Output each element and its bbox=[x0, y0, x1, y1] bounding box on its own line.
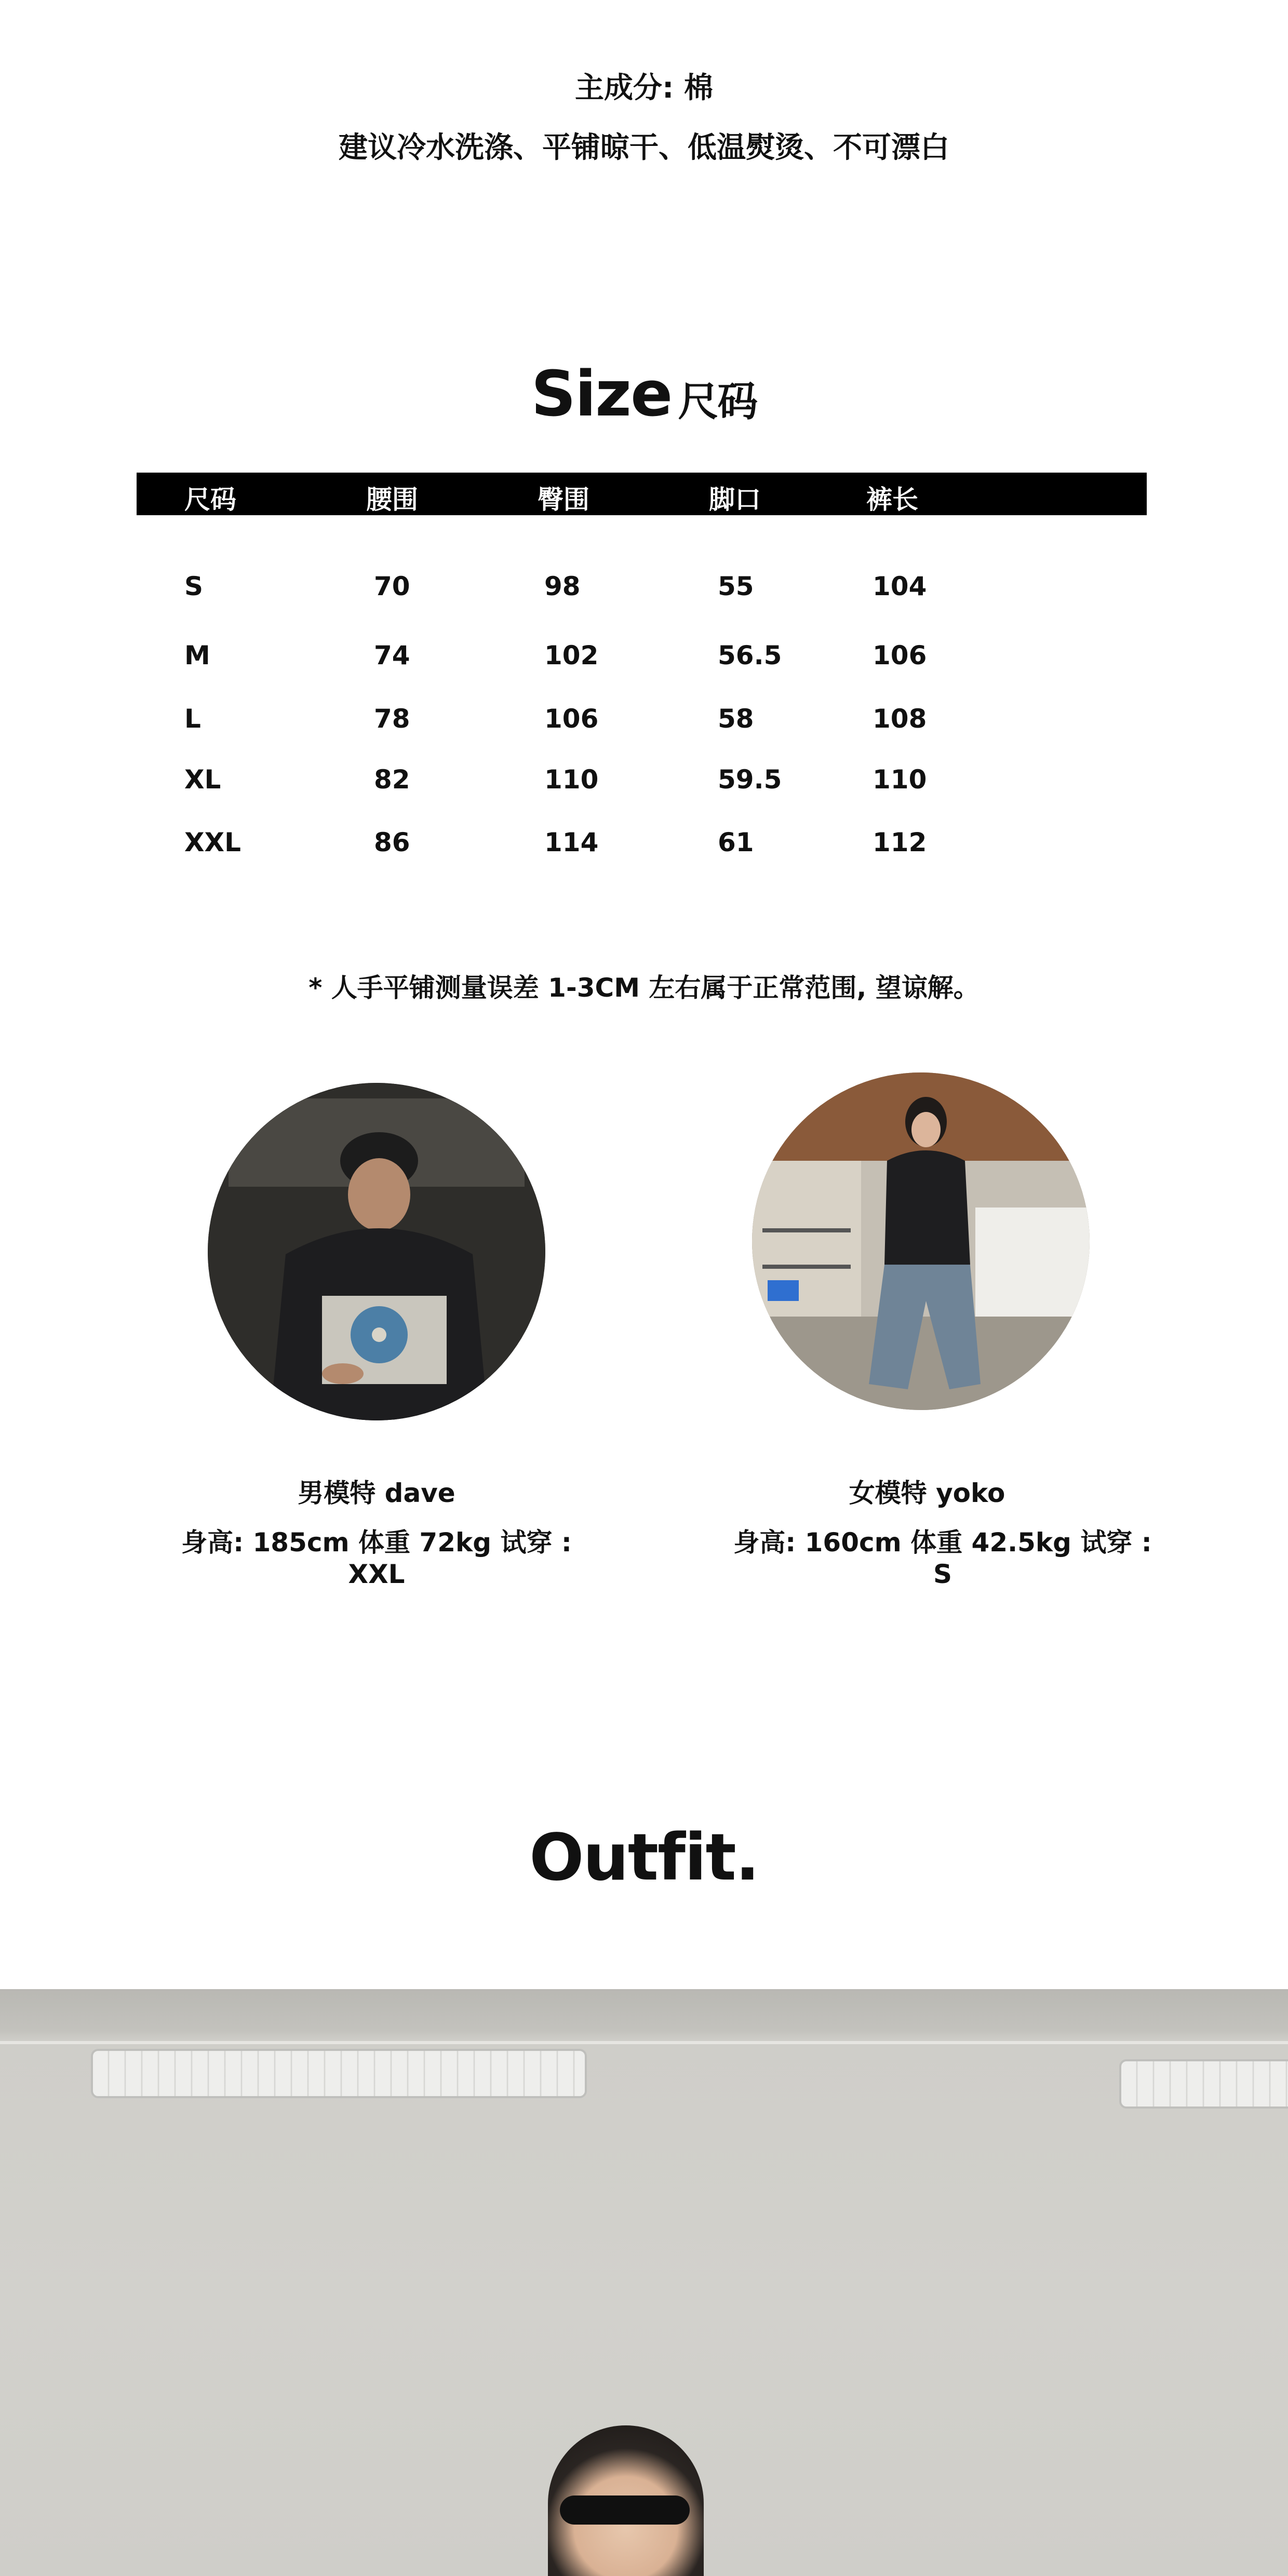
model-info-dave: 身高: 185cm 体重 72kg 试穿 : XXL bbox=[181, 1527, 572, 1589]
size-table-header bbox=[137, 473, 1147, 515]
col-header-size: 尺码 bbox=[184, 485, 236, 515]
col-header-hem: 脚口 bbox=[709, 485, 761, 515]
composition-text: 主成分: 棉 bbox=[575, 71, 713, 105]
table-row bbox=[0, 704, 1288, 745]
ceiling-edge bbox=[0, 2041, 1288, 2044]
size-heading bbox=[0, 358, 1288, 431]
ceiling-lamp bbox=[91, 2049, 587, 2098]
table-row bbox=[0, 827, 1288, 869]
cell-waist: 82 bbox=[374, 764, 410, 795]
cell-hip: 114 bbox=[544, 827, 599, 857]
outfit-photo bbox=[0, 1989, 1288, 2576]
cell-length: 108 bbox=[873, 704, 927, 734]
measurement-note: * 人手平铺测量误差 1-3CM 左右属于正常范围, 望谅解。 bbox=[308, 973, 980, 1003]
model-photo-dave bbox=[208, 1083, 545, 1420]
model-info-yoko: 身高: 160cm 体重 42.5kg 试穿 : S bbox=[733, 1527, 1152, 1589]
cell-hip: 106 bbox=[544, 704, 599, 734]
cell-hip: 110 bbox=[544, 764, 599, 795]
size-heading-en: Size bbox=[531, 358, 672, 431]
col-header-length: 裤长 bbox=[866, 485, 918, 515]
cell-hem: 55 bbox=[718, 571, 754, 601]
table-row bbox=[0, 640, 1288, 682]
cell-length: 112 bbox=[873, 827, 927, 857]
table-row bbox=[0, 764, 1288, 806]
cell-waist: 70 bbox=[374, 571, 410, 601]
cell-size: L bbox=[184, 704, 201, 734]
cell-hip: 98 bbox=[544, 571, 581, 601]
cell-length: 104 bbox=[873, 571, 927, 601]
model-name-yoko: 女模特 yoko bbox=[849, 1478, 1005, 1508]
model-name-dave: 男模特 dave bbox=[298, 1478, 455, 1508]
cell-waist: 78 bbox=[374, 704, 410, 734]
cell-hem: 58 bbox=[718, 704, 754, 734]
model-photo-yoko bbox=[752, 1072, 1090, 1410]
cell-size: S bbox=[184, 571, 204, 601]
size-heading-cn: 尺码 bbox=[678, 379, 757, 425]
cell-hem: 61 bbox=[718, 827, 754, 857]
col-header-hip: 臀围 bbox=[538, 485, 589, 515]
outfit-heading: Outfit. bbox=[529, 1820, 759, 1895]
sunglasses bbox=[560, 2496, 690, 2525]
table-row bbox=[0, 571, 1288, 613]
cell-waist: 74 bbox=[374, 640, 410, 670]
cell-hem: 59.5 bbox=[718, 764, 782, 795]
care-instructions: 建议冷水洗涤、平铺晾干、低温熨烫、不可漂白 bbox=[339, 131, 949, 165]
cell-length: 106 bbox=[873, 640, 927, 670]
cell-hem: 56.5 bbox=[718, 640, 782, 670]
col-header-waist: 腰围 bbox=[366, 485, 418, 515]
cell-size: M bbox=[184, 640, 210, 670]
cell-hip: 102 bbox=[544, 640, 599, 670]
cell-length: 110 bbox=[873, 764, 927, 795]
cell-size: XL bbox=[184, 764, 221, 795]
ceiling-lamp bbox=[1119, 2059, 1288, 2109]
cell-waist: 86 bbox=[374, 827, 410, 857]
cell-size: XXL bbox=[184, 827, 241, 857]
